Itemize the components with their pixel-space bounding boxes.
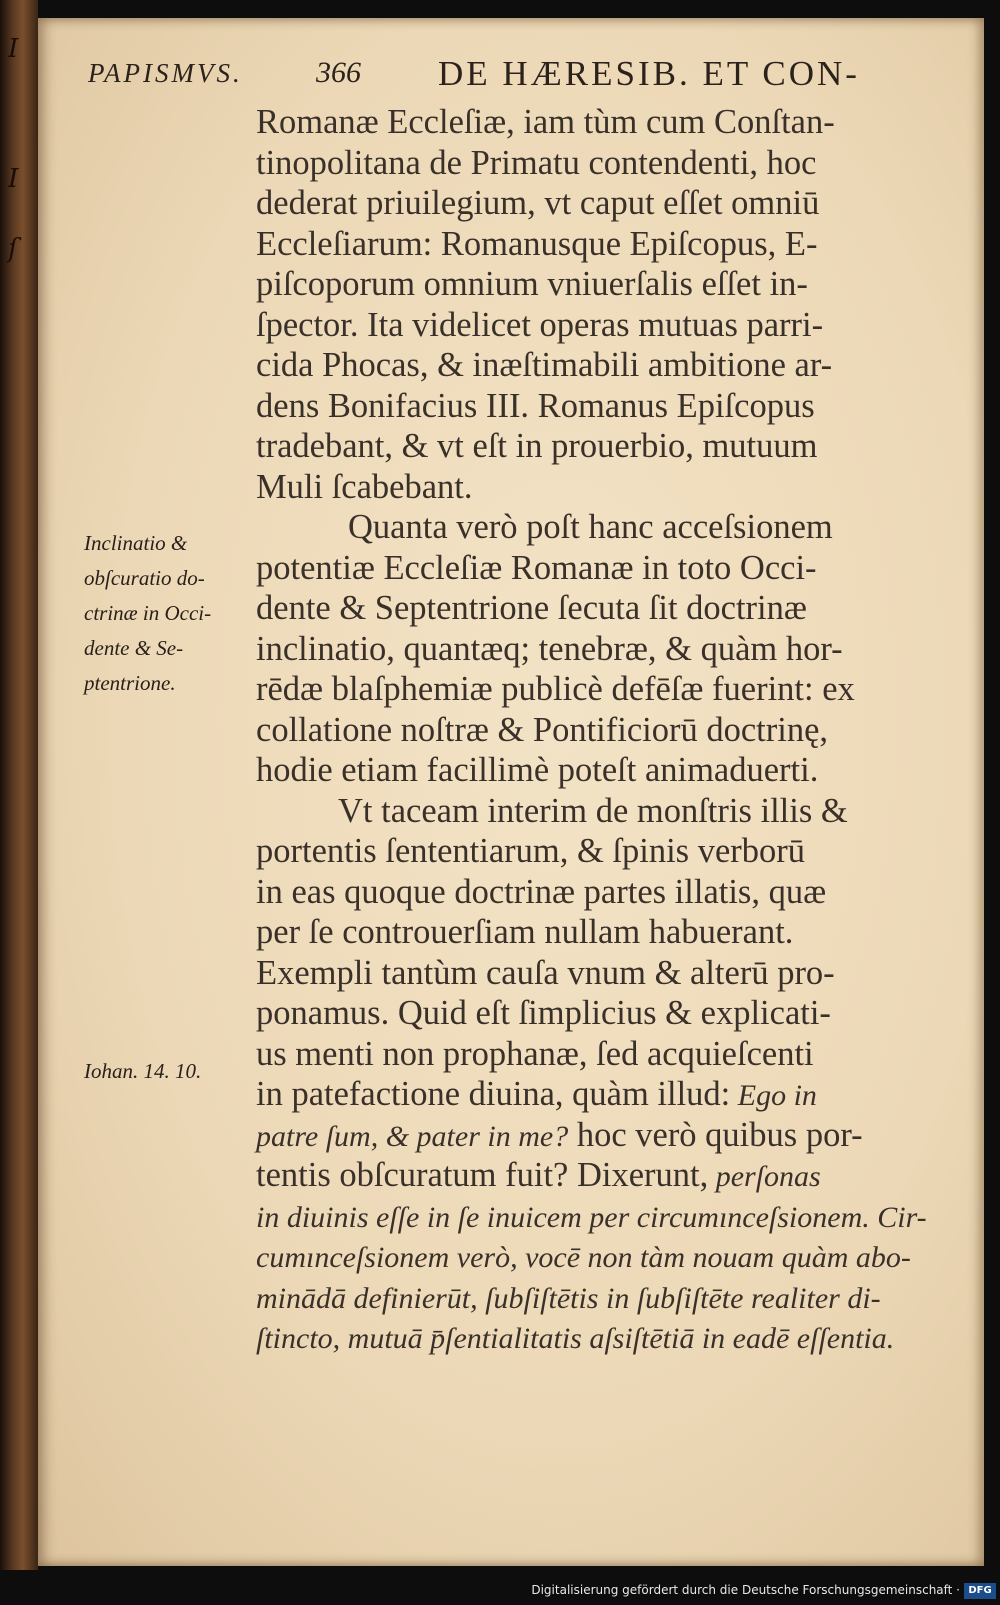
text-line: [256, 426, 956, 467]
marginal-note-line: ctrinæ in Occi-: [84, 601, 212, 625]
roman-span: Vt taceam interim de monſtris illis &: [338, 791, 848, 830]
text-line: [256, 548, 956, 589]
roman-span: dente & Septentrione ſecuta ſit doctrinæ: [256, 589, 807, 627]
text-line: [256, 993, 956, 1034]
text-line: [256, 710, 956, 751]
roman-span: collatione noſtræ & Pontificiorū doctrinę,: [256, 710, 829, 749]
page-header: [88, 54, 944, 100]
text-line: [256, 831, 956, 872]
roman-span: cida Phocas, & inæſtimabili ambitione ar-: [256, 346, 833, 384]
roman-span: per ſe controuerſiam nullam habuerant.: [256, 913, 794, 951]
roman-span: potentiæ Eccleſiæ Romanæ in toto Occi-: [256, 548, 817, 587]
book-spine: [0, 0, 38, 1570]
text-line: [256, 467, 956, 508]
roman-span: rēdæ blaſphemiæ publicè defēſæ fuerint: ex: [256, 670, 855, 708]
roman-span: tradebant, & vt eſt in prouerbio, mutuum: [256, 427, 818, 465]
text-line: [256, 588, 956, 629]
italic-span: ſtincto, mutuā p̄ſentialitatis aſsiſtētiā in eadē eſſentia.: [256, 1322, 895, 1355]
roman-span: tentis obſcuratum fuit? Dixerunt,: [256, 1156, 709, 1194]
italic-span: Ego in: [730, 1079, 817, 1112]
roman-span: ſpector. Ita videlicet operas mutuas parri-: [256, 305, 824, 344]
text-line: [256, 1277, 956, 1318]
text-line: [256, 791, 956, 832]
roman-span: in patefactione diuina, quàm illud:: [256, 1075, 731, 1113]
text-line: [256, 507, 956, 548]
roman-span: Exempli tantùm cauſa vnum & alterū pro-: [256, 953, 835, 992]
marginal-note: [84, 526, 211, 701]
text-line: [256, 629, 956, 670]
text-line: [256, 143, 956, 184]
roman-span: Eccleſiarum: Romanusque Epiſcopus, E-: [256, 224, 818, 263]
text-line: [256, 750, 956, 791]
text-line: [256, 183, 956, 224]
roman-span: piſcoporum omnium vniuerſalis eſſet in-: [256, 265, 808, 303]
marginal-note-line: ptentrione.: [84, 671, 176, 695]
text-line: [256, 1115, 956, 1156]
italic-span: cumınceſsionem verò, vocē non tàm nouam quàm abo-: [256, 1241, 911, 1274]
roman-span: Quanta verò poſt hanc acceſsionem: [348, 508, 833, 546]
italic-span: patre ſum, & pater in me?: [256, 1119, 569, 1153]
roman-span: in eas quoque doctrinæ partes illatis, quæ: [256, 872, 827, 911]
marginal-note-line: obſcuratio do-: [84, 566, 205, 590]
spine-mark: I: [8, 164, 19, 194]
spine-mark: ſ: [8, 234, 18, 264]
text-line: [256, 386, 956, 427]
italic-span: minādā definierūt, ſubſiſtētis in ſubſiſtēte realiter di-: [256, 1281, 881, 1315]
text-line: [256, 264, 956, 305]
text-line: [256, 669, 956, 710]
marginal-note-line: Iohan. 14. 10.: [84, 1059, 202, 1083]
digitization-note: Digitalisierung gefördert durch die Deutsche Forschungsgemeinschaft ·: [531, 1583, 960, 1597]
page-number: 366: [316, 56, 361, 89]
text-line: [256, 1317, 956, 1358]
roman-span: dederat priuilegium, vt caput eſſet omniū: [256, 184, 820, 222]
text-line: [256, 953, 956, 994]
book-page: [38, 18, 984, 1566]
roman-span: us menti non prophanæ, ſed acquieſcenti: [256, 1034, 814, 1073]
roman-span: portentis ſententiarum, & ſpinis verborū: [256, 832, 806, 870]
text-line: [256, 872, 956, 913]
roman-span: hoc verò quibus por-: [568, 1115, 863, 1154]
text-line: [256, 912, 956, 953]
marginal-note: [84, 1054, 201, 1089]
dfg-logo: DFG: [964, 1583, 996, 1599]
roman-span: tinopolitana de Primatu contendenti, hoc: [256, 143, 817, 182]
text-line: [256, 305, 956, 346]
spine-mark: I: [8, 34, 19, 64]
roman-span: Romanæ Eccleſiæ, iam tùm cum Conſtan-: [256, 103, 835, 141]
roman-span: Muli ſcabebant.: [256, 467, 473, 506]
marginal-note-line: Inclinatio &: [84, 531, 188, 555]
italic-span: perſonas: [708, 1160, 821, 1193]
text-line: [256, 102, 956, 143]
text-line: [256, 1236, 956, 1277]
header-title: DE HÆRESIB. ET CON-: [438, 54, 860, 93]
text-line: [256, 345, 956, 386]
roman-span: dens Bonifacius III. Romanus Epiſcopus: [256, 386, 815, 425]
roman-span: ponamus. Quid eſt ſimplicius & explicati-: [256, 994, 831, 1032]
text-line: [256, 1155, 956, 1196]
roman-span: inclinatio, quantæq; tenebræ, & quàm hor-: [256, 629, 843, 668]
running-title: PAPISMVS.: [88, 58, 243, 88]
marginal-note-line: dente & Se-: [84, 636, 184, 660]
text-line: [256, 224, 956, 265]
text-line: [256, 1074, 956, 1115]
roman-span: hodie etiam facillimè poteſt animaduerti.: [256, 751, 819, 789]
italic-span: in diuinis eſſe in ſe inuicem per circumınceſsionem. Cir-: [256, 1200, 927, 1234]
body-text: [256, 102, 956, 1358]
text-line: [256, 1034, 956, 1075]
text-line: [256, 1196, 956, 1237]
